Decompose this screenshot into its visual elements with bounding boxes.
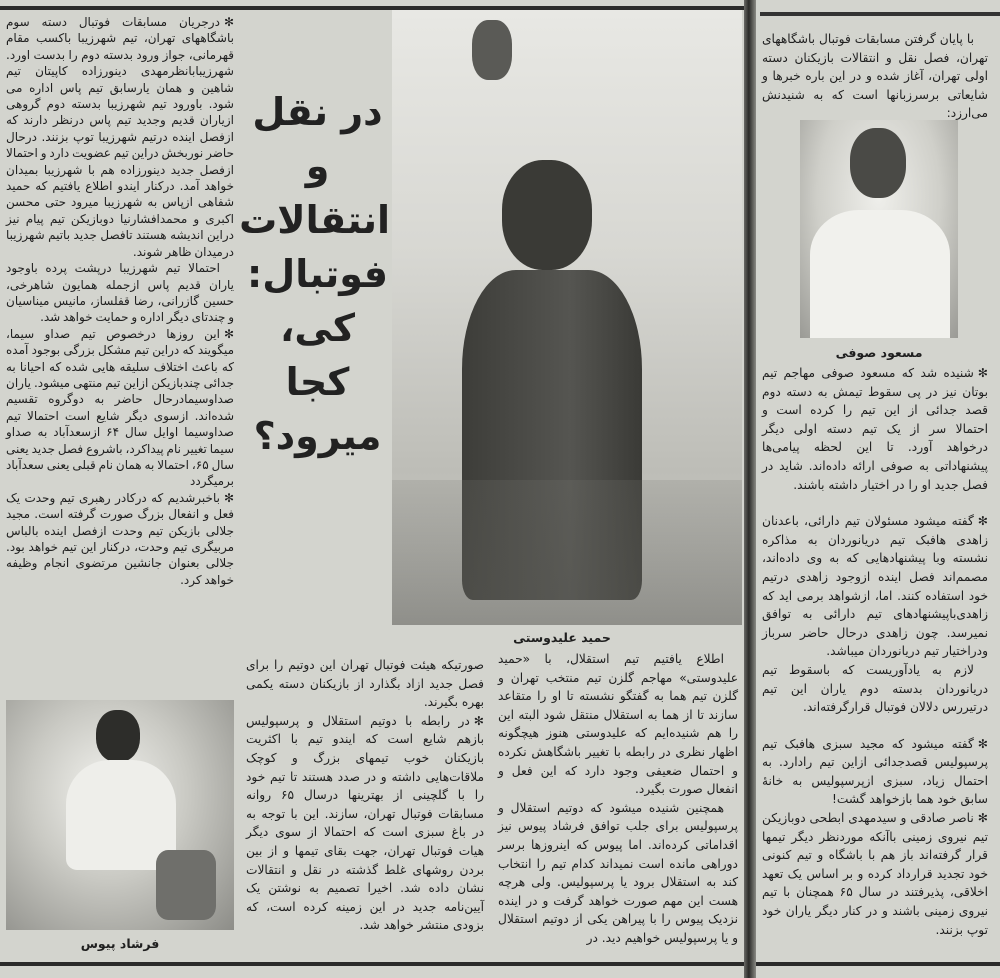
asterisk-icon: ✻ <box>223 15 234 29</box>
article-paragraph: اطلاع یافتیم تیم استقلال، با «حمید علیدوستی» مهاجم گلزن تیم منتخب تهران و گلزن تیم هما به گفتگو نشسته تا او را متقاعد سازند تا از هما به استقلال منتقل شود البته این را هم شنیده‌ایم که علیدوستی هنوز هیچگونه اظهار نظری در رابطه با تغییر باشگاهش نکرده و احتمال ضعیفی وجود دارد که این فعل و انفعال صورت بگیرد. <box>498 652 738 797</box>
headline-line: کی، <box>280 306 355 350</box>
headline <box>239 85 390 463</box>
photo-caption-hamid: حمید علیدوستی <box>513 630 611 645</box>
article-paragraph: صورتیکه هیئت فوتبال تهران این دوتیم را برای فصل جدید ازاد بگذارد از بازیکنان دسته یکمی بهره بگیرند. <box>246 658 484 710</box>
asterisk-icon: ✻ <box>223 326 234 341</box>
right-column-text <box>762 364 988 939</box>
center-left-column-text <box>246 656 484 935</box>
paragraph-text: گفته میشود که مجید سبزی هافبک تیم پرسپولیس قصدجدائی ازاین تیم رادارد. به احتمال زیاد، سبزی ازپرسپولیس به خانهٔ سابق خود هما بازخواهد گشت! <box>762 736 988 807</box>
top-rule-right <box>760 12 1000 16</box>
center-right-column-text <box>498 650 738 948</box>
article-paragraph: لازم به یادآوریست که باسقوط تیم دریانوردان بدسته دوم یاران این تیم درتیررس دلالان فوتبال قرارگرفته‌اند. <box>762 662 988 715</box>
page-fold <box>744 0 756 978</box>
paragraph-text: گفته میشود مسئولان تیم دارائی، باعدنان زاهدی هافبک تیم دریانوردان به مذاکره نشسته وبا پیشنهادهایی که به وی داده‌اند، مصمم‌اند فصل اینده ازوجود زاهدی درتیم خود استفاده کنند. اما، ازشواهد برمی اید که زاهدی‌باپیشنهادهای تیم دارائی به توافق نمیرسد. چون زاهدی درحال حاضر سرباز ودراختیار تیم دریانوردان میباشد. <box>762 514 988 659</box>
photo-masoud-soufi <box>800 120 958 338</box>
asterisk-icon: ✻ <box>977 736 988 751</box>
paragraph-text: درجریان مسابقات فوتبال دسته سوم باشگاههای تهران، تیم شهرزیبا باکسب مقام قهرمانی، جواز ورود بدسته دوم را بدست اورد. شهرزیبابانظرمهدی دینورزاده کاپیتان تیم شاهین و همان یارسابق تیم پاس اداره می شود. باورود تیم شهرزیبا بدسته دوم گروهی ازیاران قدیم وجدید تیم پاس درنظر دارند که ازفصل اینده درتیم شهرزیبا توپ بزنند. درحال حاضر نوربخش دراین تیم عضویت دارد و احتمالا ازفصل جدید دینورزاده هم با شهرزیبا بمیدان خواهد آمد. درکنار ایندو اطلاع یافتیم که حمید شفاهی ازپاس به شهرزیبا میرود حتی محسن اکبری و محمدافشارنیا دوبازیکن تیم پیام نیز دراین اندیشه هستند تافصل جدید باتیم شهرزیبا درمیدان ظاهر شوند. <box>6 15 234 259</box>
headline-line: میرود؟ <box>253 414 382 458</box>
asterisk-icon: ✻ <box>223 490 234 505</box>
photo-caption-farshad: فرشاد پیوس <box>80 936 160 951</box>
left-column-text <box>6 14 234 588</box>
article-paragraph <box>762 364 988 494</box>
asterisk-icon: ✻ <box>977 514 988 529</box>
paragraph-text: باخبرشدیم که درکادر رهبری تیم وحدت یک فعل و انفعال بزرگ صورت گرفته است. مجید جلالی بازیکن تیم وحدت ازفصل اینده بالباس مربیگری تیم وحدت، درکنار این تیم خواهد بود. جلالی بعنوان جانشین مرتضوی انجام وظیفه خواهد کرد. <box>6 490 234 587</box>
asterisk-icon: ✻ <box>977 366 988 380</box>
paragraph-text: در رابطه با دوتیم استقلال و پرسپولیس بازهم شایع است که ایندو تیم با اکثریت بازیکنان خوب تیمهای بزرگ و کوچک ملاقات‌هایی داشته و در صدد هستند تا تیم خود را با گلچینی از بهترینها درسال ۶۵ روانه مسابقات فوتبال تهران، سازند. این با توجه به در باغ سبزی است که احتمالا از سوی دیگر هیات فوتبال تهران، جهت بقای تیمها و از بین بردن روشهای غلط گذشته در نقل و انتقالات نشان داده شد. اخیرا تصمیم به نوشتن یک آیین‌نامه جدید در این زمینه کرده است، که بزودی منتشر خواهد شد. <box>246 713 484 933</box>
article-paragraph <box>6 260 234 326</box>
headline-line: فوتبال: <box>247 252 388 296</box>
right-column-intro <box>762 30 988 123</box>
photo-caption-masoud: مسعود صوفی <box>835 345 923 360</box>
article-paragraph <box>762 809 988 939</box>
paragraph-text: شنیده شد که مسعود صوفی مهاجم تیم بوتان نیز در پی سقوط تیمش به دسته دوم قصد جدائی از این تیم را کرده است و احتمالا سر از یک تیم دسته اولی دیگر درخواهد آورد. تا این لحظه پیامی‌ها پیشنهاداتی به صوفی ارائه داده‌اند. شاید در فصل جدید او را در اختیار داشته باشند. <box>762 366 988 492</box>
paragraph-text: ناصر صادقی و سیدمهدی ابطحی دوبازیکن تیم نیروی زمینی باآنکه موردنظر دیگر تیمها قرار گرفته‌اند باز هم با باشگاه و تیم کنونی خود تجدید قرارداد کرده و بر اساس یک تعهد اخلاقی، پذیرفتند در سال ۶۵ همچنان با تیم نیروی زمینی باشند و در کنار دیگر یاران خود توپ بزنند. <box>761 811 989 937</box>
bottom-rule <box>0 962 1000 966</box>
asterisk-icon: ✻ <box>473 713 484 728</box>
photo-farshad-pious <box>6 700 234 930</box>
article-paragraph <box>6 14 234 260</box>
article-paragraph <box>6 490 234 588</box>
intro-paragraph: با پایان گرفتن مسابقات فوتبال باشگاههای تهران، فصل نقل و انتقالات بازیکنان دسته اولی تهران، آغاز شده و در این باره خبرها و شایعاتی برسرزبانها است که به شنیدنش می‌ارزد: <box>762 32 988 121</box>
paragraph-text: این روزها درخصوص تیم صداو سیما، میگویند که دراین تیم مشکل بزرگی بوجود آمده که باعث اختلاف سلیقه هایی شده که احیانا به جدائی چندبازیکن ازاین تیم منتهی میشود. یاران صداوسیمادرحال حاضر به دوگروه تقسیم شده‌اند. ازسوی دیگر شایع است احتمالا تیم صداوسیما اوایل سال ۶۴ ازسعدآباد به صداو سیما تغییر نام پیداکرد، باشروع فصل جدید یعنی سال ۶۵، احتمالا به همان نام قبلی یعنی سعدآباد برمیگردد <box>6 326 235 489</box>
headline-line: کجا <box>285 360 350 404</box>
photo-hamid-alidousti <box>392 10 742 625</box>
article-paragraph <box>6 326 234 490</box>
headline-line: در نقل و <box>252 90 383 188</box>
paragraph-text: احتمالا تیم شهرزیبا درپشت پرده باوجود یاران قدیم پاس ازجمله همایون شاهرخی، حسین گازرانی، رضا قفلساز، مانیس میناسیان و چندتای دیگر اداره و حمایت خواهد شد. <box>6 261 234 325</box>
headline-line: انتقالات <box>239 198 390 242</box>
article-paragraph <box>246 712 484 935</box>
article-paragraph: همچنین شنیده میشود که دوتیم استقلال و پرسپولیس برای جلب توافق فرشاد پیوس نیز اقداماتی کرده‌اند. اما پیوس که اینروزها برسر دوراهی مانده است نمیداند کدام تیم را انتخاب کند به استقلال برود یا پرسپولیس. ولی هرچه هست این مهم صورت خواهد گرفت و در اینده نزدیک پیوس را با پیراهن یکی از دوتیم استقلال و یا پرسپولیس خواهیم دید. در <box>498 800 738 945</box>
article-paragraph <box>762 512 988 661</box>
asterisk-icon: ✻ <box>977 811 988 826</box>
article-paragraph <box>762 735 988 809</box>
